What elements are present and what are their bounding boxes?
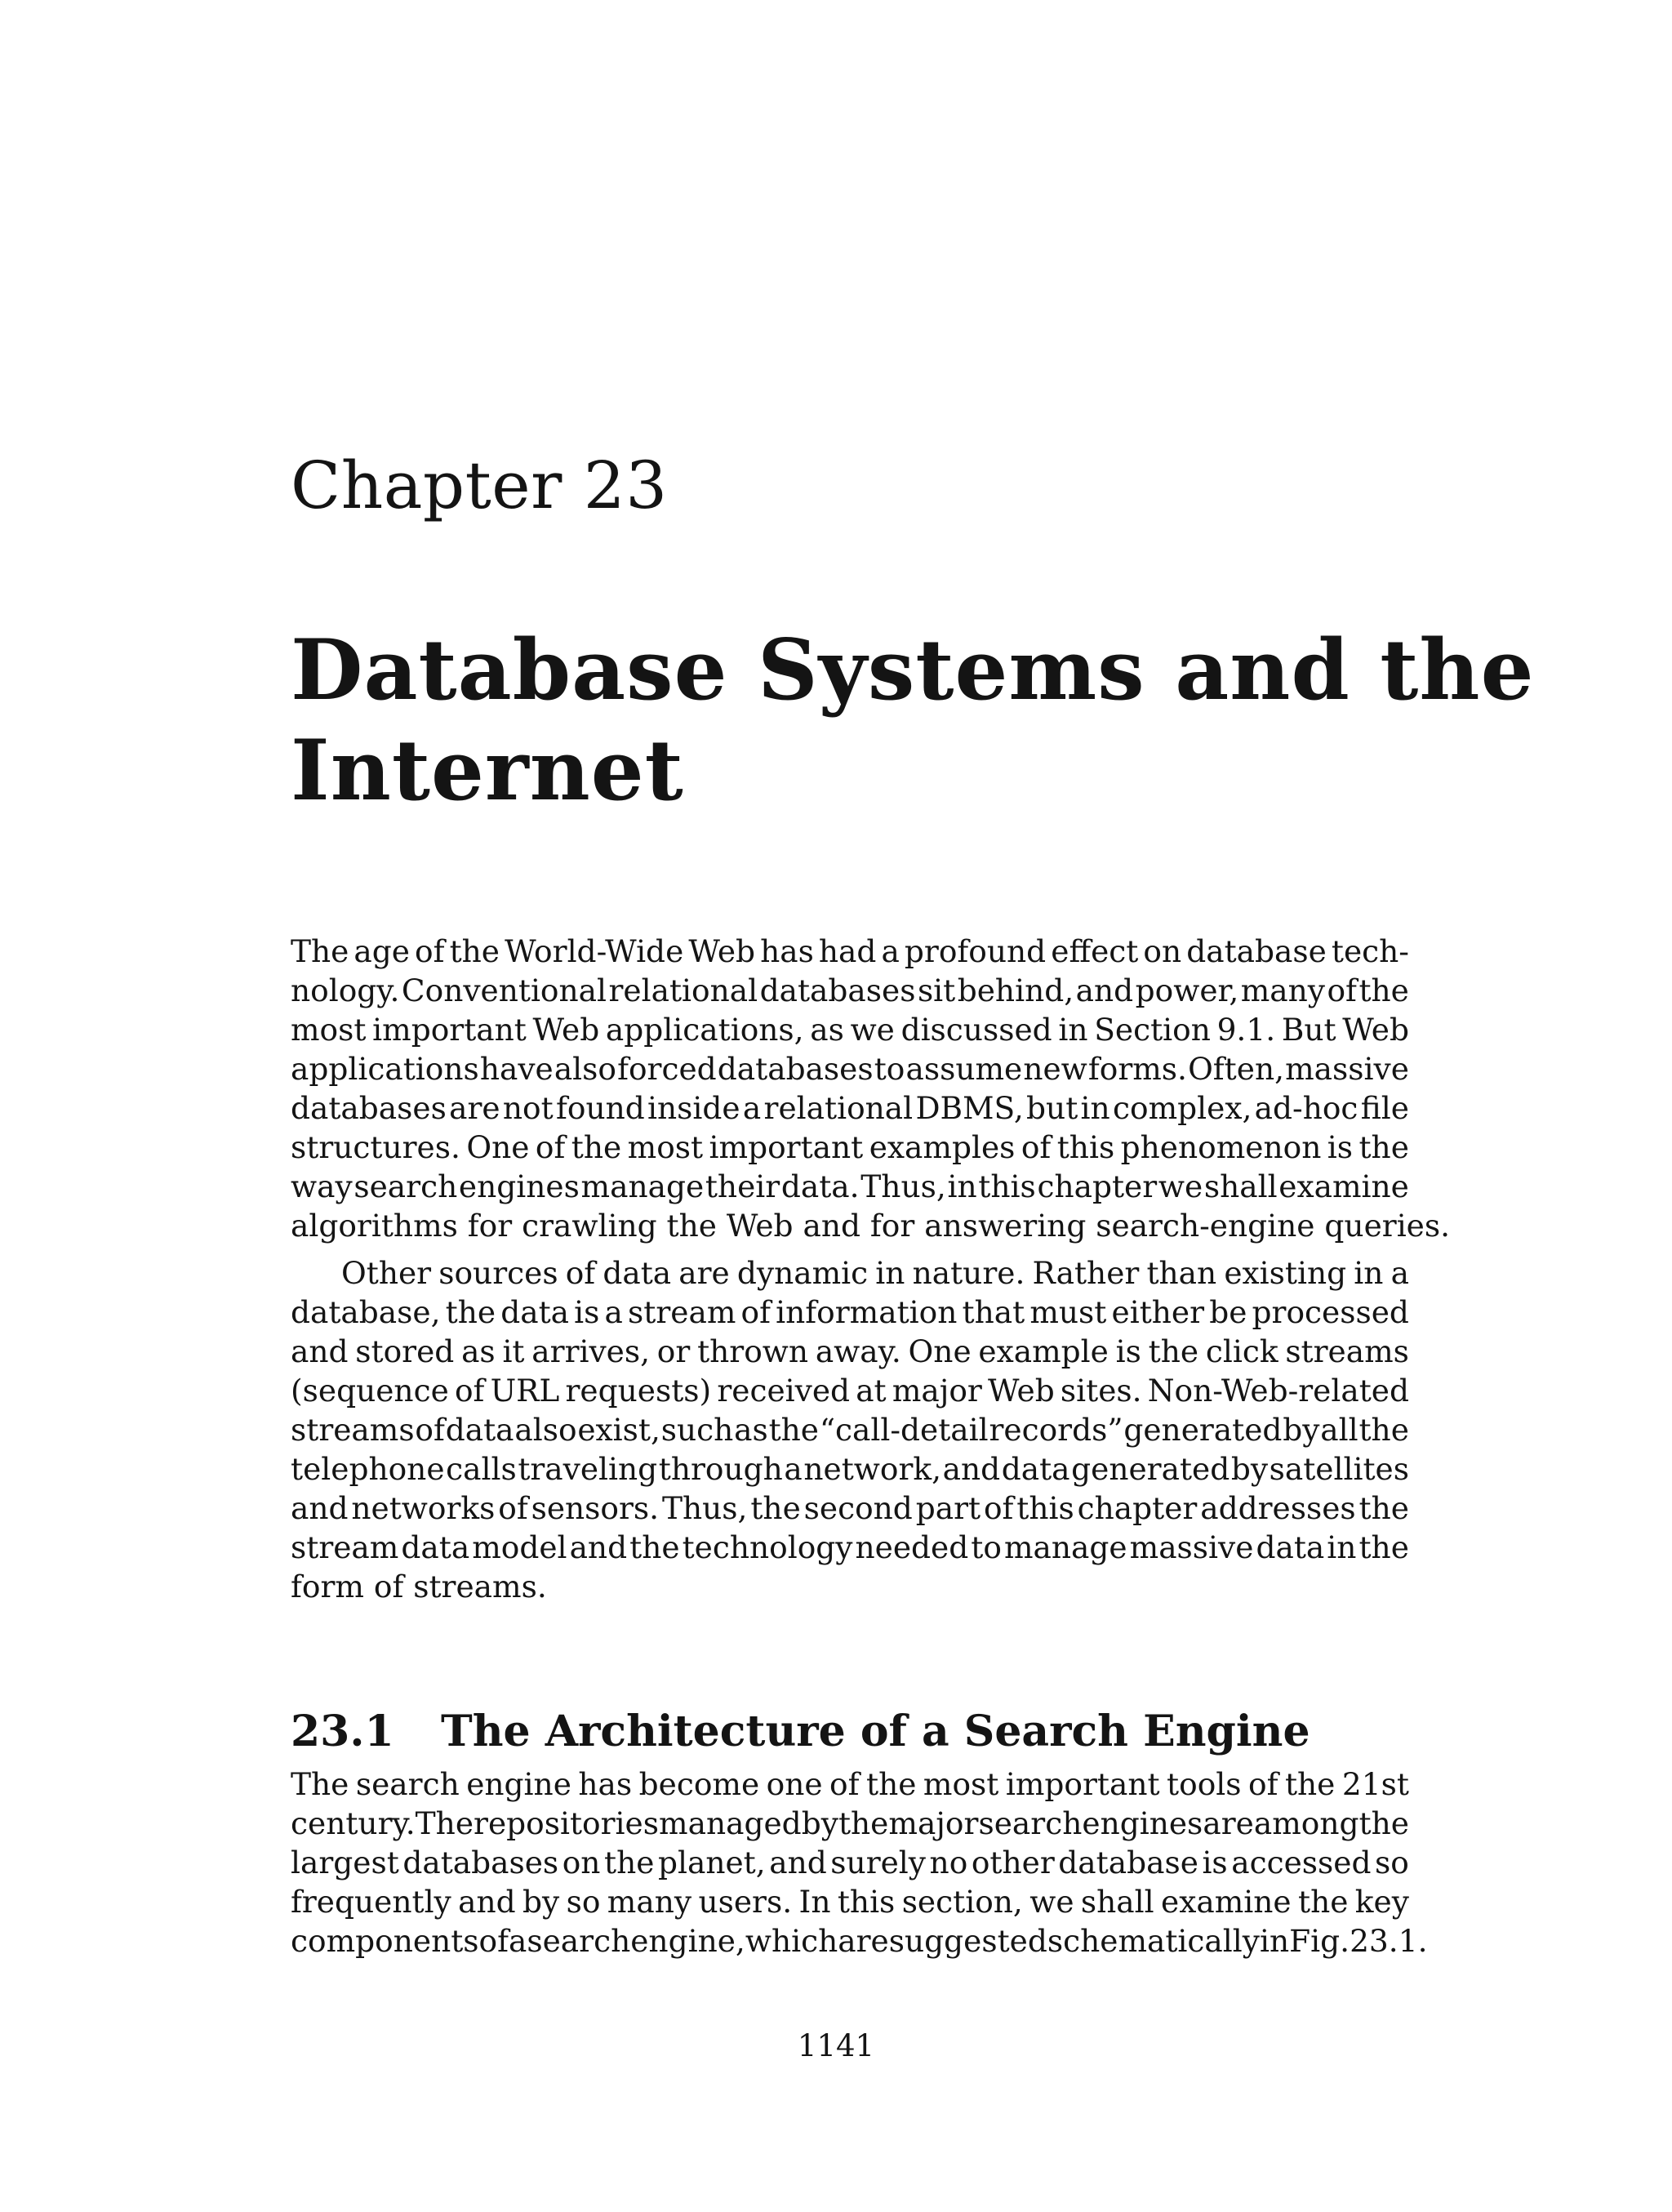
text-line: most important Web applications, as we discussed in Section 9.1. But Web <box>291 1012 1409 1048</box>
text-line: streams of data also exist, such as the “call-detail records” generated by all the <box>291 1412 1409 1448</box>
text-line: stream data model and the technology needed to manage massive data in the <box>291 1529 1409 1565</box>
chapter-title-line-2: Internet <box>291 722 684 820</box>
text-line: algorithms for crawling the Web and for answering search-engine queries. <box>291 1208 1451 1244</box>
text-line: telephone calls traveling through a network, and data generated by satellites <box>291 1451 1409 1487</box>
text-line: databases are not found inside a relational DBMS, but in complex, ad-hoc file <box>291 1090 1409 1126</box>
section-heading <box>291 1707 1310 1756</box>
text-line: frequently and by so many users. In this section, we shall examine the key <box>291 1884 1409 1920</box>
text-line: nology. Conventional relational databases sit behind, and power, many of the <box>291 972 1409 1008</box>
chapter-title-line-1: Database Systems and the <box>291 621 1535 719</box>
text-line: The age of the World-Wide Web has had a profound effect on database tech- <box>291 933 1409 969</box>
text-line: applications have also forced databases to assume new forms. Often, massive <box>291 1051 1409 1087</box>
text-line: components of a search engine, which are suggested schematically in Fig. 23.1. <box>291 1923 1428 1959</box>
text-line: and stored as it arrives, or thrown away. One example is the click streams <box>291 1333 1409 1369</box>
chapter-label: Chapter 23 <box>291 447 668 523</box>
text-line: and networks of sensors. Thus, the second part of this chapter addresses the <box>291 1490 1409 1526</box>
text-line: Other sources of data are dynamic in nature. Rather than existing in a <box>341 1255 1409 1291</box>
text-line: (sequence of URL requests) received at major Web sites. Non-Web-related <box>291 1373 1409 1409</box>
page-number: 1141 <box>797 2028 875 2063</box>
text-line: way search engines manage their data. Thus, in this chapter we shall examine <box>291 1168 1409 1204</box>
text-line: structures. One of the most important examples of this phenomenon is the <box>291 1129 1409 1165</box>
intro-paragraph-1 <box>291 932 1451 1245</box>
text-line: database, the data is a stream of information that must either be processed <box>291 1294 1409 1330</box>
chapter-title <box>291 621 1535 821</box>
section-number: 23.1 <box>291 1707 394 1756</box>
text-line: largest databases on the planet, and surely no other database is accessed so <box>291 1845 1409 1880</box>
text-line: form of streams. <box>291 1569 547 1604</box>
intro-paragraph-2 <box>291 1253 1409 1606</box>
text-line: century. The repositories managed by the major search engines are among the <box>291 1805 1409 1841</box>
section-paragraph-1 <box>291 1765 1428 1961</box>
text-line: The search engine has become one of the most important tools of the 21st <box>291 1766 1409 1802</box>
section-title: The Architecture of a Search Engine <box>441 1707 1310 1756</box>
